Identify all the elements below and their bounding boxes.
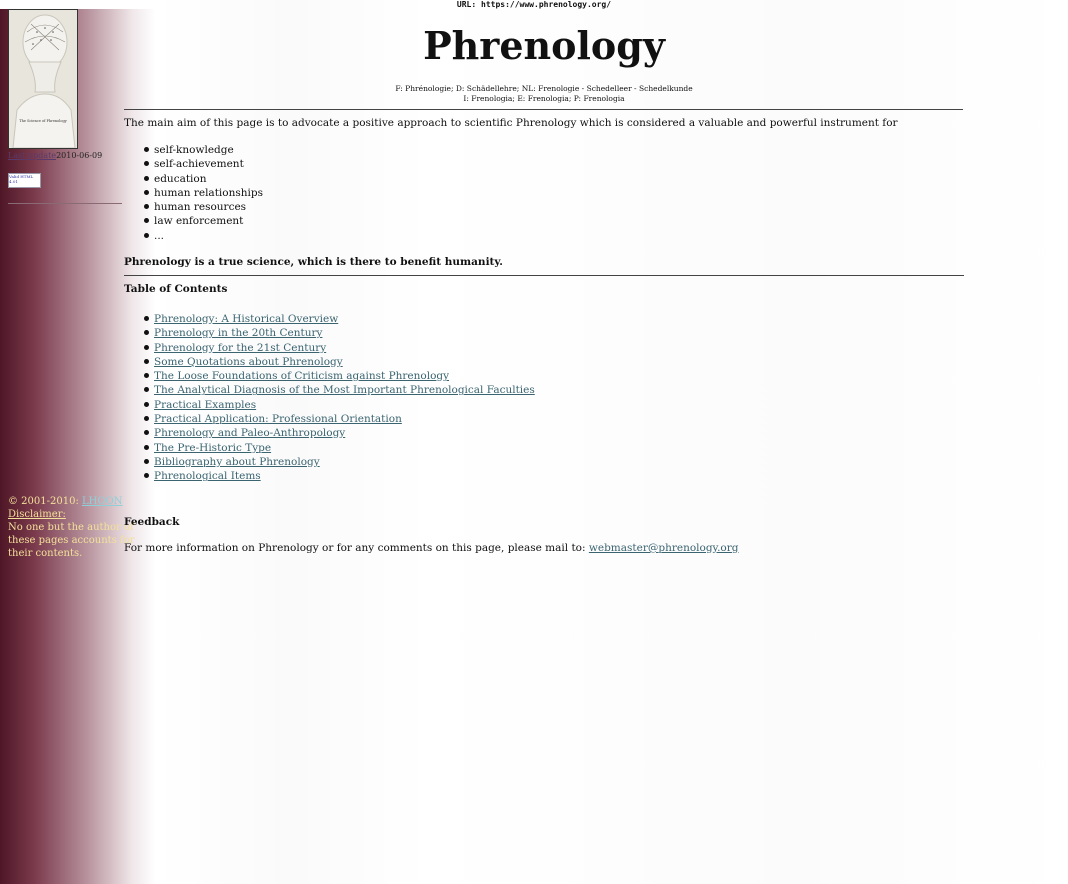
feedback-email-link[interactable]: webmaster@phrenology.org	[588, 542, 739, 554]
toc-link[interactable]: Phrenology and Paleo-Anthropology	[154, 427, 346, 440]
toc-link[interactable]: Phrenology in the 20th Century	[154, 327, 323, 340]
toc-link[interactable]: Practical Examples	[154, 398, 257, 411]
feedback-message: For more information on Phrenology or for any comments on this page, please mail to:	[124, 542, 589, 554]
toc-link[interactable]: Bibliography about Phrenology	[154, 455, 320, 468]
validation-badge[interactable]	[8, 173, 41, 188]
url-label: URL:	[456, 0, 477, 9]
aims-list	[124, 143, 263, 243]
list-item: self-achievement	[124, 157, 263, 171]
last-update	[8, 151, 102, 160]
bust-label: The Science of Phrenology	[19, 119, 67, 123]
toc-link[interactable]: Phrenology for the 21st Century	[154, 341, 327, 354]
list-item: human resources	[124, 200, 263, 214]
toc-link[interactable]: Phrenological Items	[154, 470, 261, 483]
disclaimer-text: No one but the author of these pages accounts for their contents.	[8, 522, 135, 559]
list-item: self-knowledge	[124, 143, 263, 157]
toc-item	[124, 398, 535, 412]
url-bar	[0, 0, 1068, 9]
translations-line-1: F: Phrénologie; D: Schädellehre; NL: Frenologie - Schedelleer - Schedelkunde	[395, 84, 693, 93]
phrenology-bust-image[interactable]	[8, 9, 78, 149]
list-item: education	[124, 172, 263, 186]
toc-item	[124, 383, 535, 397]
table-of-contents	[124, 312, 535, 484]
translations	[124, 84, 964, 104]
url-text: https://www.phrenology.org/	[481, 0, 612, 9]
toc-link[interactable]: The Loose Foundations of Criticism against Phrenology	[154, 370, 450, 383]
claim-statement: Phrenology is a true science, which is there to benefit humanity.	[124, 256, 503, 268]
translations-line-2: I: Frenologia; E: Frenologia; P: Frenologia	[463, 94, 625, 103]
toc-link[interactable]: The Analytical Diagnosis of the Most Important Phrenological Faculties	[154, 384, 535, 397]
toc-item	[124, 412, 535, 426]
feedback-text	[124, 542, 739, 554]
toc-item	[124, 326, 535, 340]
list-item: law enforcement	[124, 214, 263, 228]
toc-heading: Table of Contents	[124, 283, 228, 295]
last-update-date: 2010-06-09	[56, 151, 103, 160]
list-item: human relationships	[124, 186, 263, 200]
feedback-heading: Feedback	[124, 516, 180, 528]
header-divider	[124, 109, 963, 110]
copyright-prefix: © 2001-2010:	[8, 496, 83, 507]
last-update-link[interactable]: Last update	[8, 151, 57, 160]
list-item: ...	[124, 229, 263, 243]
toc-link[interactable]: Some Quotations about Phrenology	[154, 355, 343, 368]
toc-item	[124, 426, 535, 440]
toc-link[interactable]: Phrenology: A Historical Overview	[154, 313, 339, 325]
toc-item	[124, 455, 535, 469]
bust-icon	[9, 10, 77, 148]
toc-item	[124, 441, 535, 455]
intro-text: The main aim of this page is to advocate a positive approach to scientific Phrenology which is considered a valuable and powerful instrument for	[124, 117, 898, 129]
toc-item	[124, 312, 535, 326]
badge-text: Valid HTML 4.01	[9, 174, 34, 184]
disclaimer-link[interactable]: Disclaimer:	[8, 509, 66, 520]
toc-item	[124, 355, 535, 369]
lhoon-link[interactable]: LHOON	[82, 496, 123, 507]
toc-item	[124, 369, 535, 383]
toc-item	[124, 341, 535, 355]
toc-link[interactable]: Practical Application: Professional Orientation	[154, 413, 402, 426]
page-title: Phrenology	[423, 23, 665, 68]
section-divider	[124, 275, 964, 276]
toc-link[interactable]: The Pre-Historic Type	[154, 441, 272, 454]
sidebar-divider	[8, 203, 122, 204]
toc-item	[124, 469, 535, 483]
